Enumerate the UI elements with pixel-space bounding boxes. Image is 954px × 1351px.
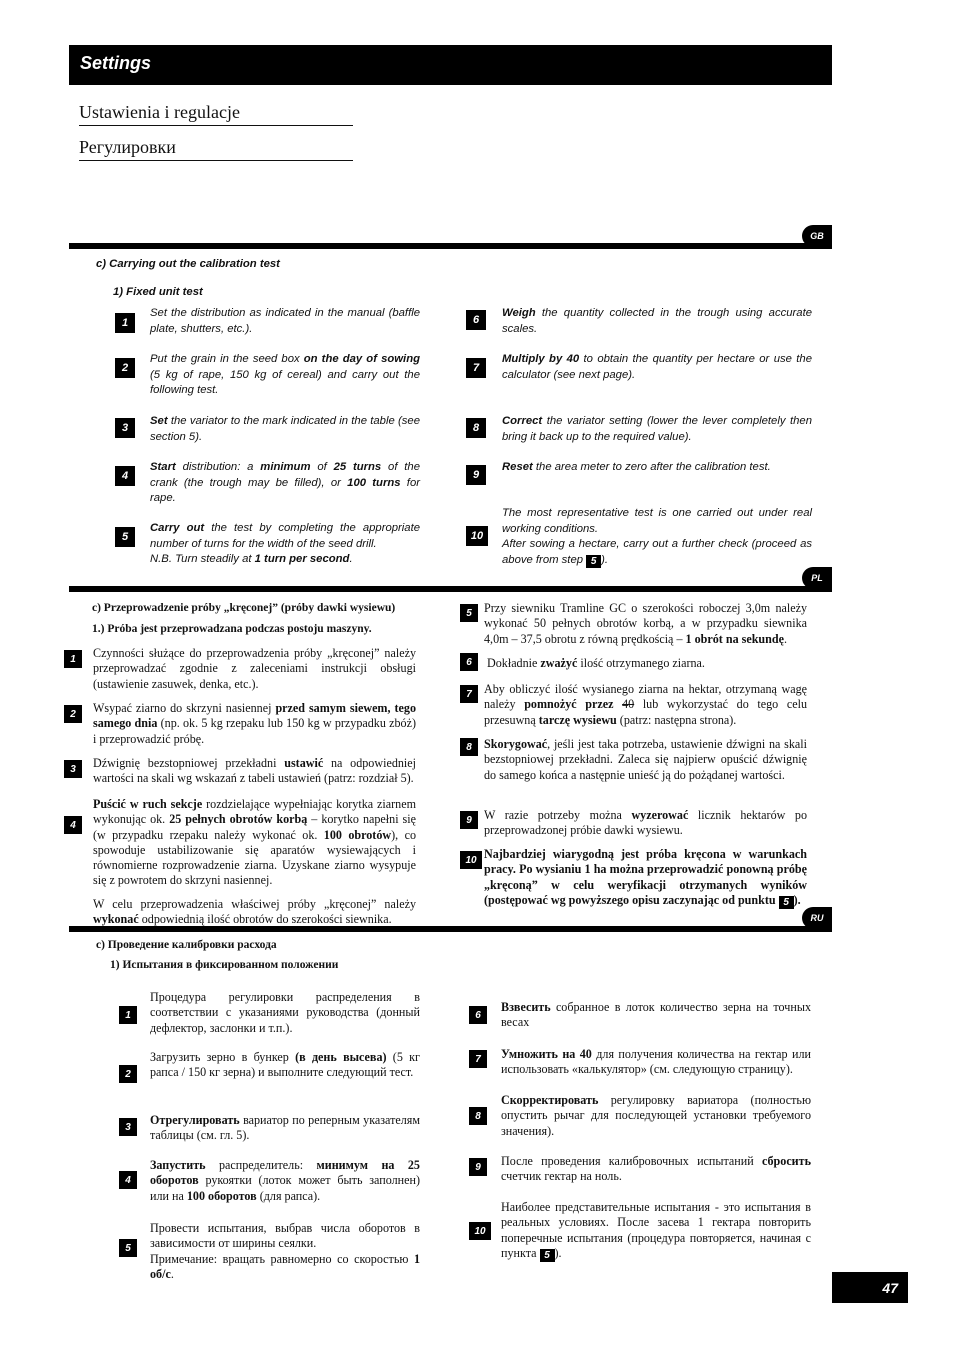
step-number-gb-3: 3 xyxy=(115,418,135,438)
section-divider-pl xyxy=(69,586,832,592)
step-number-ru-10: 10 xyxy=(469,1222,491,1240)
step-text-pl-6: Dokładnie zważyć ilość otrzymanego ziarna. xyxy=(487,656,705,670)
step-number-gb-4: 4 xyxy=(115,466,135,486)
step-text-gb-5: Carry out the test by completing the appropriate number of turns for the width of the seed drill. N.B. Turn steadily at 1 turn per second. xyxy=(150,522,421,565)
section-divider-ru xyxy=(69,926,832,932)
step-text-pl-1: Czynności służące do przeprowadzenia próby „kręconej” należy przeprowadzać zgodnie z zaleceniami instrukcji obsługi (ustawienie zasuwek, denka, etc.). xyxy=(93,646,416,691)
step-reference-box: 5 xyxy=(779,896,794,909)
step-number-ru-8: 8 xyxy=(469,1107,487,1125)
step-number-pl-7: 7 xyxy=(460,685,478,703)
step-number-ru-6: 6 xyxy=(469,1006,487,1024)
header-bar xyxy=(69,45,832,85)
step-number-gb-6: 6 xyxy=(466,310,486,330)
step-text-ru-3: Отрегулировать вариатор по реперным указателям таблицы (см. гл. 5). xyxy=(150,1113,420,1143)
step-number-ru-5: 5 xyxy=(119,1239,137,1257)
step-number-gb-5: 5 xyxy=(115,527,135,547)
step-number-gb-1: 1 xyxy=(115,313,135,333)
section-heading-gb: c) Carrying out the calibration test xyxy=(96,258,280,270)
section-divider-gb xyxy=(69,243,832,249)
step-text-ru-10: Наиболее представительные испытания - это испытания в реальных условиях. После засева 1 гектара повторить поперечные испытания (процедура повторяется, начиная с пункта 5 ). xyxy=(501,1200,811,1261)
step-text-gb-7: Multiply by 40 to obtain the quantity per hectare or use the calculator (see next page). xyxy=(502,353,812,381)
step-reference-box: 5 xyxy=(540,1249,555,1262)
step-text-gb-8: Correct the variator setting (lower the lever completely then bring it back up to the required value). xyxy=(502,415,812,443)
step-number-ru-9: 9 xyxy=(469,1158,487,1176)
step-number-gb-2: 2 xyxy=(115,358,135,378)
step-text-gb-9: Reset the area meter to zero after the calibration test. xyxy=(502,461,771,473)
step-number-pl-2: 2 xyxy=(64,705,82,723)
section-heading-ru: c) Проведение калибровки расхода xyxy=(96,939,277,951)
step-text-gb-6: Weigh the quantity collected in the trough using accurate scales. xyxy=(502,307,812,335)
step-text-gb-2: Put the grain in the seed box on the day of sowing (5 kg of rape, 150 kg of cereal) and carry out the following test. xyxy=(150,353,420,396)
step-number-ru-2: 2 xyxy=(119,1065,137,1083)
language-badge-pl: PL xyxy=(802,567,832,589)
step-text-ru-7: Умножить на 40 для получения количества на гектар или использовать «калькулятор» (см. следующую страницу). xyxy=(501,1047,811,1077)
step-text-pl-7: Aby obliczyć ilość wysianego ziarna na hektar, otrzymaną wagę należy pomnożyć przez 40 lub wykorzystać do tego celu przesuwną tarczę wysiewu (patrz: następna strona). xyxy=(484,682,808,727)
step-number-ru-1: 1 xyxy=(119,1006,137,1024)
step-text-pl-note: W celu przeprowadzenia właściwej próby „kręconej” należy wykonać odpowiednią ilość obrotów do szerokości siewnika. xyxy=(93,897,416,927)
step-text-ru-8: Скорректировать регулировку вариатора (полностью опустить рычаг для последующей установки требуемого значения). xyxy=(501,1093,811,1138)
subtitle-pl: Ustawienia i regulacje xyxy=(79,102,353,126)
step-text-gb-3: Set the variator to the mark indicated in the table (see section 5). xyxy=(150,415,420,443)
step-text-ru-6: Взвесить собранное в лоток количество зерна на точных весах xyxy=(501,1000,811,1030)
step-number-pl-6: 6 xyxy=(460,653,478,671)
page-number: 47 xyxy=(832,1272,908,1303)
subtitle-ru: Регулировки xyxy=(79,137,353,161)
step-number-gb-10: 10 xyxy=(466,526,488,546)
step-number-gb-9: 9 xyxy=(466,465,486,485)
step-number-gb-8: 8 xyxy=(466,418,486,438)
step-text-ru-5: Провести испытания, выбрав числа оборотов в зависимости от ширины сеялки. Примечание: вращать равномерно со скоростью 1 об/с. xyxy=(150,1221,420,1281)
page-title: Settings xyxy=(80,53,152,73)
step-text-pl-2: Wsypać ziarno do skrzyni nasiennej przed samym siewem, tego samego dnia (np. ok. 5 kg rzepaku lub 150 kg w przypadku zbóż) i przeprowadzić próbę. xyxy=(93,701,416,746)
step-reference-box: 5 xyxy=(586,555,601,568)
subheading-pl: 1.) Próba jest przeprowadzana podczas postoju maszyny. xyxy=(92,623,372,635)
step-number-pl-3: 3 xyxy=(64,760,82,778)
step-text-gb-4: Start distribution: a minimum of 25 turns of the crank (the trough may be filled), or 100 turns for rape. xyxy=(150,461,420,504)
step-text-ru-9: После проведения калибровочных испытаний сбросить счетчик гектар на ноль. xyxy=(501,1154,811,1184)
step-number-pl-9: 9 xyxy=(460,811,478,829)
step-text-pl-10: Najbardziej wiarygodną jest próba kręcona w warunkach pracy. Po wysianiu 1 ha można przeprowadzić ponowną próbę „kręconą” w celu weryfikacji otrzymanych wyników (postępować wg powyższego opisu zaczynając od punktu 5 ). xyxy=(484,847,807,908)
subheading-gb: 1) Fixed unit test xyxy=(113,286,203,298)
step-text-ru-2: Загрузить зерно в бункер (в день высева) (5 кг рапса / 150 кг зерна) и выполните следующий тест. xyxy=(150,1050,420,1080)
language-badge-ru: RU xyxy=(802,907,832,929)
step-number-gb-7: 7 xyxy=(466,358,486,378)
step-number-pl-4: 4 xyxy=(64,816,82,834)
step-text-pl-4: Puścić w ruch sekcje rozdzielające wypełniając korytka ziarnem wykonując ok. 25 pełnych obrotów korbą – korytko napełni się (w przypadku rzepaku należy wykonać ok. 100 obrotów), co spowoduje ustabilizowanie się aparatów wysiewających i równomierne rozprowadzenie ziarna. Uzyskane ziarno wysypuje się z powrotem do skrzyni nasiennej. xyxy=(93,797,416,888)
step-text-ru-4: Запустить распределитель: минимум на 25 оборотов рукоятки (лоток может быть заполнен) или на 100 оборотов (для рапса). xyxy=(150,1158,420,1203)
step-text-gb-10: The most representative test is one carried out under real working conditions. After sowing a hectare, carry out a further check (proceed as above from step 5 ). xyxy=(502,507,812,567)
step-text-gb-1: Set the distribution as indicated in the manual (baffle plate, shutters, etc.). xyxy=(150,307,420,335)
step-text-pl-8: Skorygować, jeśli jest taka potrzeba, ustawienie dźwigni na skali bezstopniowej przekładni. Zaleca się najpierw opuścić dźwignię do samego końca a następnie unieść ją do pożądanej wartości. xyxy=(484,737,807,782)
step-number-pl-5: 5 xyxy=(460,604,478,622)
subheading-ru: 1) Испытания в фиксированном положении xyxy=(110,959,339,971)
step-number-pl-1: 1 xyxy=(64,650,82,668)
step-text-ru-1: Процедура регулировки распределения в соответствии с указаниями руководства (донный дефлектор, заслонки и т.п.). xyxy=(150,990,420,1035)
step-number-pl-10: 10 xyxy=(460,851,482,869)
step-number-pl-8: 8 xyxy=(460,738,478,756)
language-badge-gb: GB xyxy=(802,225,832,247)
step-text-pl-3: Dźwignię bezstopniowej przekładni ustawić na odpowiedniej wartości na skali wg wskazań z tabeli ustawień (patrz: rozdział 5). xyxy=(93,756,416,786)
step-number-ru-4: 4 xyxy=(119,1171,137,1189)
step-number-ru-7: 7 xyxy=(469,1050,487,1068)
step-number-ru-3: 3 xyxy=(119,1118,137,1136)
step-text-pl-9: W razie potrzeby można wyzerować licznik hektarów po przeprowadzonej próbie dawki wysiewu. xyxy=(484,808,807,838)
step-text-pl-5: Przy siewniku Tramline GC o szerokości roboczej 3,0m należy wykonać 50 pełnych obrotów korbą, a w przypadku siewnika 4,0m – 37,5 obrotu z równą prędkością – 1 obrót na sekundę. xyxy=(484,601,807,646)
section-heading-pl: c) Przeprowadzenie próby „kręconej” (próby dawki wysiewu) xyxy=(92,602,396,614)
